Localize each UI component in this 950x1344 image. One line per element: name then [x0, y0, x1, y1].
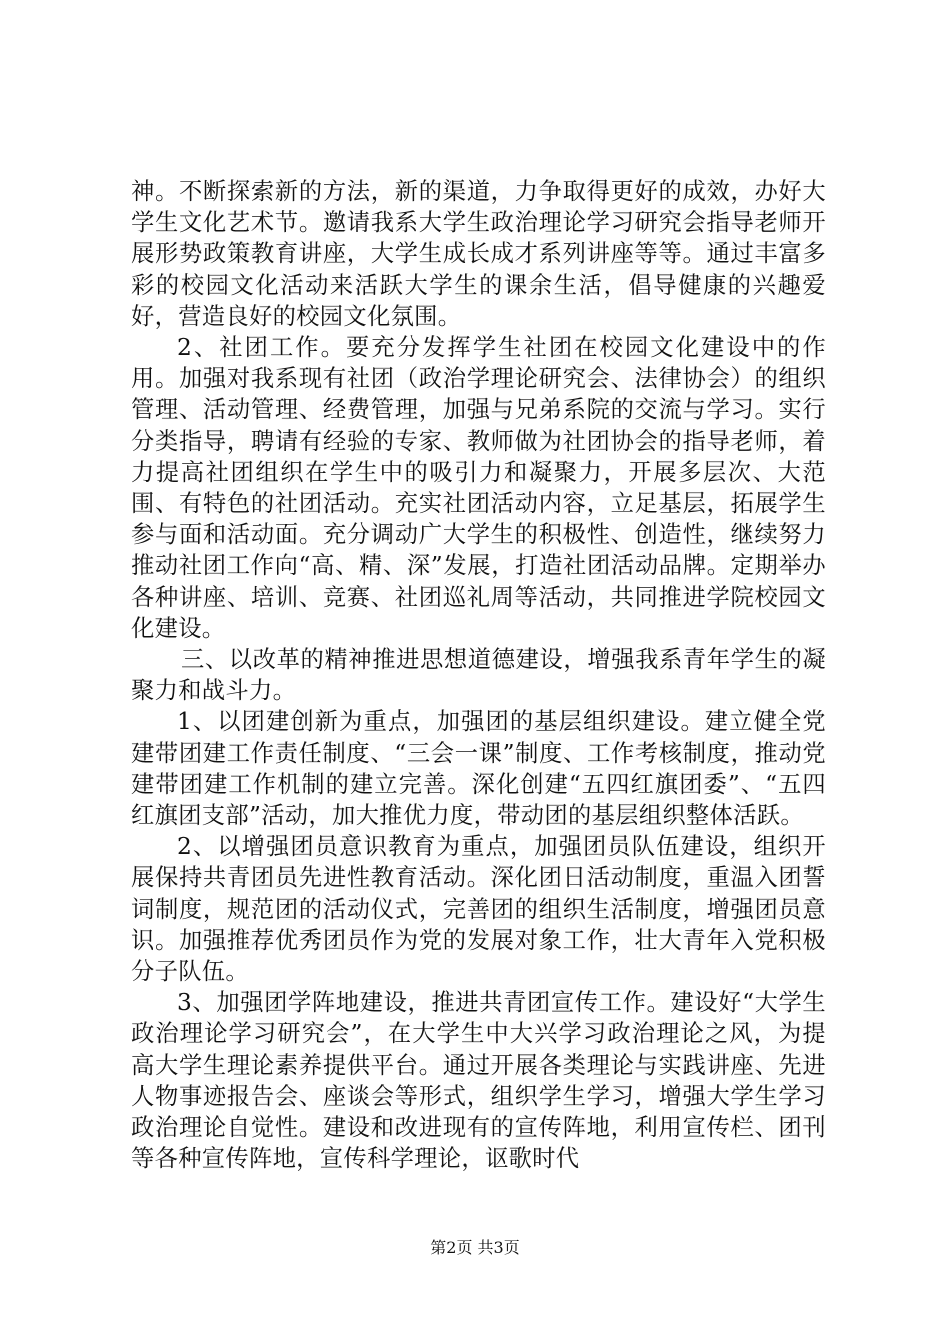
paragraph-club-work: 2、社团工作。要充分发挥学生社团在校园文化建设中的作用。加强对我系现有社团（政治学理论研究会、法律协会）的组织管理、活动管理、经费管理，加强与兄弟系院的交流与学习。实行分类指导，聘请有经验的专家、教师做为社团协会的指导老师，着力提高社团组织在学生中的吸引力和凝聚力，开展多层次、大范围、有特色的社团活动。充实社团活动内容，立足基层，拓展学生参与面和活动面。充分调动广大学生的积极性、创造性，继续努力推动社团工作向“高、精、深”发展，打造社团活动品牌。定期举办各种讲座、培训、竞赛、社团巡礼周等活动，共同推进学院校园文化建设。: [131, 334, 826, 642]
paragraph-league-building: 1、以团建创新为重点，加强团的基层组织建设。建立健全党建带团建工作责任制度、“三会一课”制度、工作考核制度，推动党建带团建工作机制的建立完善。深化创建“五四红旗团委”、“五四红旗团支部”活动，加大推优力度，带动团的基层组织整体活跃。: [131, 708, 826, 830]
section-heading-three: 三、以改革的精神推进思想道德建设，增强我系青年学生的凝聚力和战斗力。: [131, 646, 826, 705]
paragraph-publicity-work: 3、加强团学阵地建设，推进共青团宣传工作。建设好“大学生政治理论学习研究会”，在大学生中大兴学习政治理论之风，为提高大学生理论素养提供平台。通过开展各类理论与实践讲座、先进人物事迹报告会、座谈会等形式，组织学生学习，增强大学生学习政治理论自觉性。建设和改进现有的宣传阵地，利用宣传栏、团刊等各种宣传阵地，宣传科学理论，讴歌时代: [131, 989, 826, 1173]
document-body: [131, 176, 826, 1175]
paragraph-member-awareness: 2、以增强团员意识教育为重点，加强团员队伍建设，组织开展保持共青团员先进性教育活动。深化团日活动制度，重温入团誓词制度，规范团的活动仪式，完善团的组织生活制度，增强团员意识。加强推荐优秀团员作为党的发展对象工作，壮大青年入党积极分子队伍。: [131, 833, 826, 986]
paragraph-continuation: 神。不断探索新的方法，新的渠道，力争取得更好的成效，办好大学生文化艺术节。邀请我系大学生政治理论学习研究会指导老师开展形势政策教育讲座，大学生成长成才系列讲座等等。通过丰富多彩的校园文化活动来活跃大学生的课余生活，倡导健康的兴趣爱好，营造良好的校园文化氛围。: [131, 178, 826, 330]
page-footer: 第2页 共3页: [430, 1238, 520, 1257]
